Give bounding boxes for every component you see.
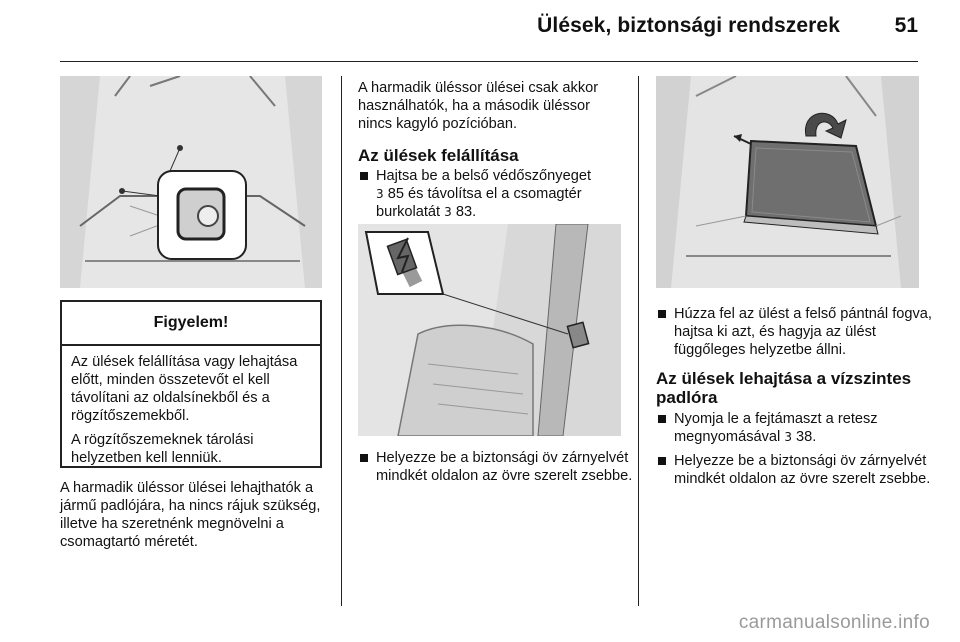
column-divider-right (638, 76, 639, 606)
trunk-eyelet-illustration (60, 76, 322, 288)
bullet-insert-belt-tongue-right (656, 452, 944, 488)
seatbelt-tongue-drawing (358, 224, 621, 436)
bullet-text: Helyezze be a biztonsági öv zárnyelvét mindkét oldalon az övre szerelt zsebbe. (674, 453, 931, 487)
bullet-line: Hajtsa be a belső védőszőnyeget (376, 168, 591, 184)
bullet-square-icon (658, 310, 666, 318)
bullet-pull-seat-up (656, 305, 944, 359)
bullet-square-icon (658, 457, 666, 465)
bullet-press-headrest (656, 410, 942, 446)
page-reference-icon: 3 (444, 205, 452, 219)
seat-unfold-illustration (656, 76, 919, 288)
header-divider (60, 61, 918, 62)
page-number: 51 (894, 14, 918, 37)
watermark: carmanualsonline.info (738, 612, 930, 633)
section-heading-raise-seats: Az ülések felállítása (358, 146, 519, 165)
column-divider-left (341, 76, 342, 606)
section-heading-fold-seats-flat: Az ülések lehajtása a vízszintes padlóra (656, 369, 912, 407)
bullet-square-icon (360, 454, 368, 462)
warning-body (62, 346, 320, 467)
bullet-fold-carpet (358, 167, 638, 221)
bullet-text: 38. (796, 429, 817, 445)
bullet-text: Húzza fel az ülést a felső pántnál fogva, hajtsa ki azt, és hagyja az ülést függőleges helyzetbe állni. (674, 306, 932, 358)
bullet-line: burkolatát (376, 204, 441, 220)
page-reference-icon: 3 (784, 430, 792, 444)
bullet-insert-belt-tongue (358, 449, 644, 485)
seatbelt-tongue-illustration (358, 224, 621, 436)
warning-title: Figyelem! (62, 302, 320, 346)
bullet-text: Helyezze be a biztonsági öv zárnyelvét mindkét oldalon az övre szerelt zsebbe. (376, 450, 633, 484)
page-title: Ülések, biztonsági rendszerek (537, 14, 840, 37)
seat-unfold-drawing (656, 76, 919, 288)
warning-box (60, 300, 322, 468)
bullet-line: 83. (455, 204, 477, 220)
page-reference-icon: 3 (376, 187, 384, 201)
trunk-eyelet-drawing (60, 76, 322, 288)
bullet-line: 85 és távolítsa el a csomagtér (387, 186, 582, 202)
bullet-text: Nyomja le a fejtámaszt a retesz megnyomásával (674, 411, 878, 445)
bullet-square-icon (658, 415, 666, 423)
left-body-text: A harmadik üléssor ülései lehajthatók a jármű padlójára, ha nincs rájuk szükség, illetve ha szeretnénk megnövelni a csomagtartó méretét. (60, 480, 321, 550)
warning-paragraph: A rögzítőszemeknek tárolási helyzetben kell lenniük. (71, 432, 254, 466)
warning-paragraph: Az ülések felállítása vagy lehajtása előtt, minden összetevőt el kell távolítani az oldalsínekből és a rögzítőszemekből. (71, 354, 298, 424)
middle-intro-text: A harmadik üléssor ülései csak akkor használhatók, ha a második üléssor nincs kagyló pozícióban. (358, 80, 599, 132)
bullet-square-icon (360, 172, 368, 180)
